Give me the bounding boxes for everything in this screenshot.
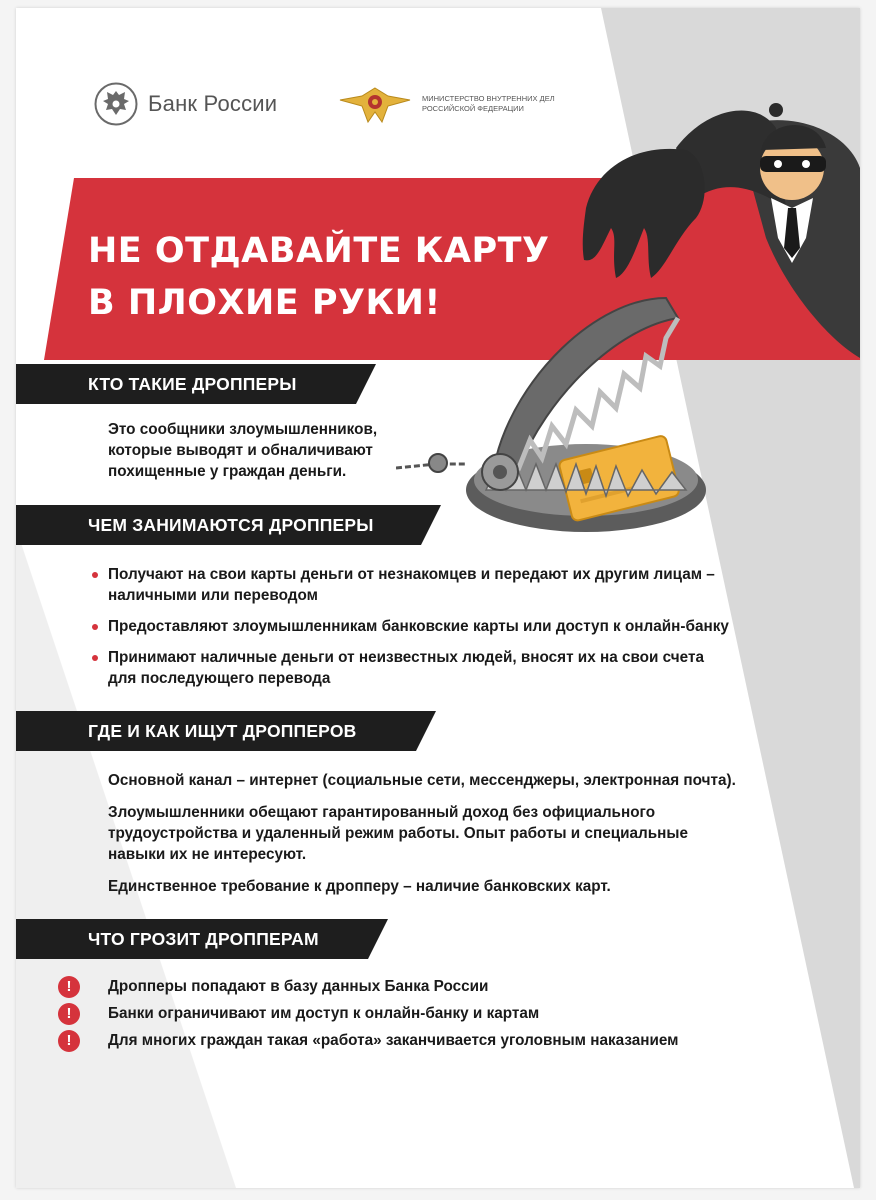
list-item bbox=[92, 647, 812, 689]
text-line: трудоустройства и удаленный режим работы. Опыт работы и специальные bbox=[108, 825, 688, 842]
section-header-who bbox=[16, 364, 376, 404]
exclamation-icon: ! bbox=[58, 976, 80, 998]
list-item bbox=[92, 564, 812, 606]
paragraph bbox=[108, 876, 828, 897]
who-description bbox=[108, 419, 438, 482]
what-list bbox=[92, 564, 812, 699]
list-item bbox=[92, 616, 812, 637]
text-line: для последующего перевода bbox=[108, 670, 331, 687]
mvd-name-line2: РОССИЙСКОЙ ФЕДЕРАЦИИ bbox=[422, 104, 524, 113]
mvd-name-line1: МИНИСТЕРСТВО ВНУТРЕННИХ ДЕЛ bbox=[422, 94, 555, 103]
section-heading: ЧТО ГРОЗИТ ДРОППЕРАМ bbox=[88, 929, 319, 949]
section-header-where bbox=[16, 711, 436, 751]
text-line: Основной канал – интернет (социальные сети, мессенджеры, электронная почта). bbox=[108, 772, 736, 789]
text-line: Для многих граждан такая «работа» заканчивается уголовным наказанием bbox=[108, 1032, 679, 1049]
section-heading: ЧЕМ ЗАНИМАЮТСЯ ДРОППЕРЫ bbox=[88, 515, 374, 535]
exclamation-icon: ! bbox=[58, 1030, 80, 1052]
text-line: которые выводят и обналичивают bbox=[108, 442, 373, 459]
title-line2: В ПЛОХИЕ РУКИ! bbox=[88, 283, 441, 323]
where-description bbox=[108, 770, 828, 897]
title-line1: НЕ ОТДАВАЙТЕ КАРТУ bbox=[88, 231, 550, 271]
text-line: Дропперы попадают в базу данных Банка России bbox=[108, 978, 489, 995]
text-line: Единственное требование к дропперу – наличие банковских карт. bbox=[108, 878, 611, 895]
text-line: Получают на свои карты деньги от незнакомцев и передают их другим лицам – bbox=[108, 566, 715, 583]
text-line: Банки ограничивают им доступ к онлайн-банку и картам bbox=[108, 1005, 540, 1022]
list-item bbox=[58, 975, 818, 1001]
text-line: наличными или переводом bbox=[108, 587, 318, 604]
threat-list bbox=[58, 975, 818, 1055]
text-line: Принимают наличные деньги от неизвестных людей, вносят их на свои счета bbox=[108, 649, 704, 666]
bank-name: Банк России bbox=[148, 91, 278, 116]
trap-illustration bbox=[396, 258, 716, 578]
section-header-what bbox=[16, 505, 441, 545]
paragraph bbox=[108, 770, 828, 791]
text-line: Это сообщники злоумышленников, bbox=[108, 421, 378, 438]
text-line: похищенные у граждан деньги. bbox=[108, 463, 347, 480]
section-header-threat bbox=[16, 919, 388, 959]
poster bbox=[16, 8, 860, 1188]
text-line: навыки их не интересуют. bbox=[108, 846, 307, 863]
text-line: Предоставляют злоумышленникам банковские карты или доступ к онлайн-банку bbox=[108, 618, 729, 635]
list-item bbox=[58, 1029, 818, 1055]
text-line: Злоумышленники обещают гарантированный доход без официального bbox=[108, 804, 656, 821]
section-heading: КТО ТАКИЕ ДРОППЕРЫ bbox=[88, 374, 297, 394]
paragraph bbox=[108, 802, 828, 865]
exclamation-icon: ! bbox=[58, 1003, 80, 1025]
section-heading: ГДЕ И КАК ИЩУТ ДРОППЕРОВ bbox=[88, 721, 357, 741]
list-item bbox=[58, 1002, 818, 1028]
